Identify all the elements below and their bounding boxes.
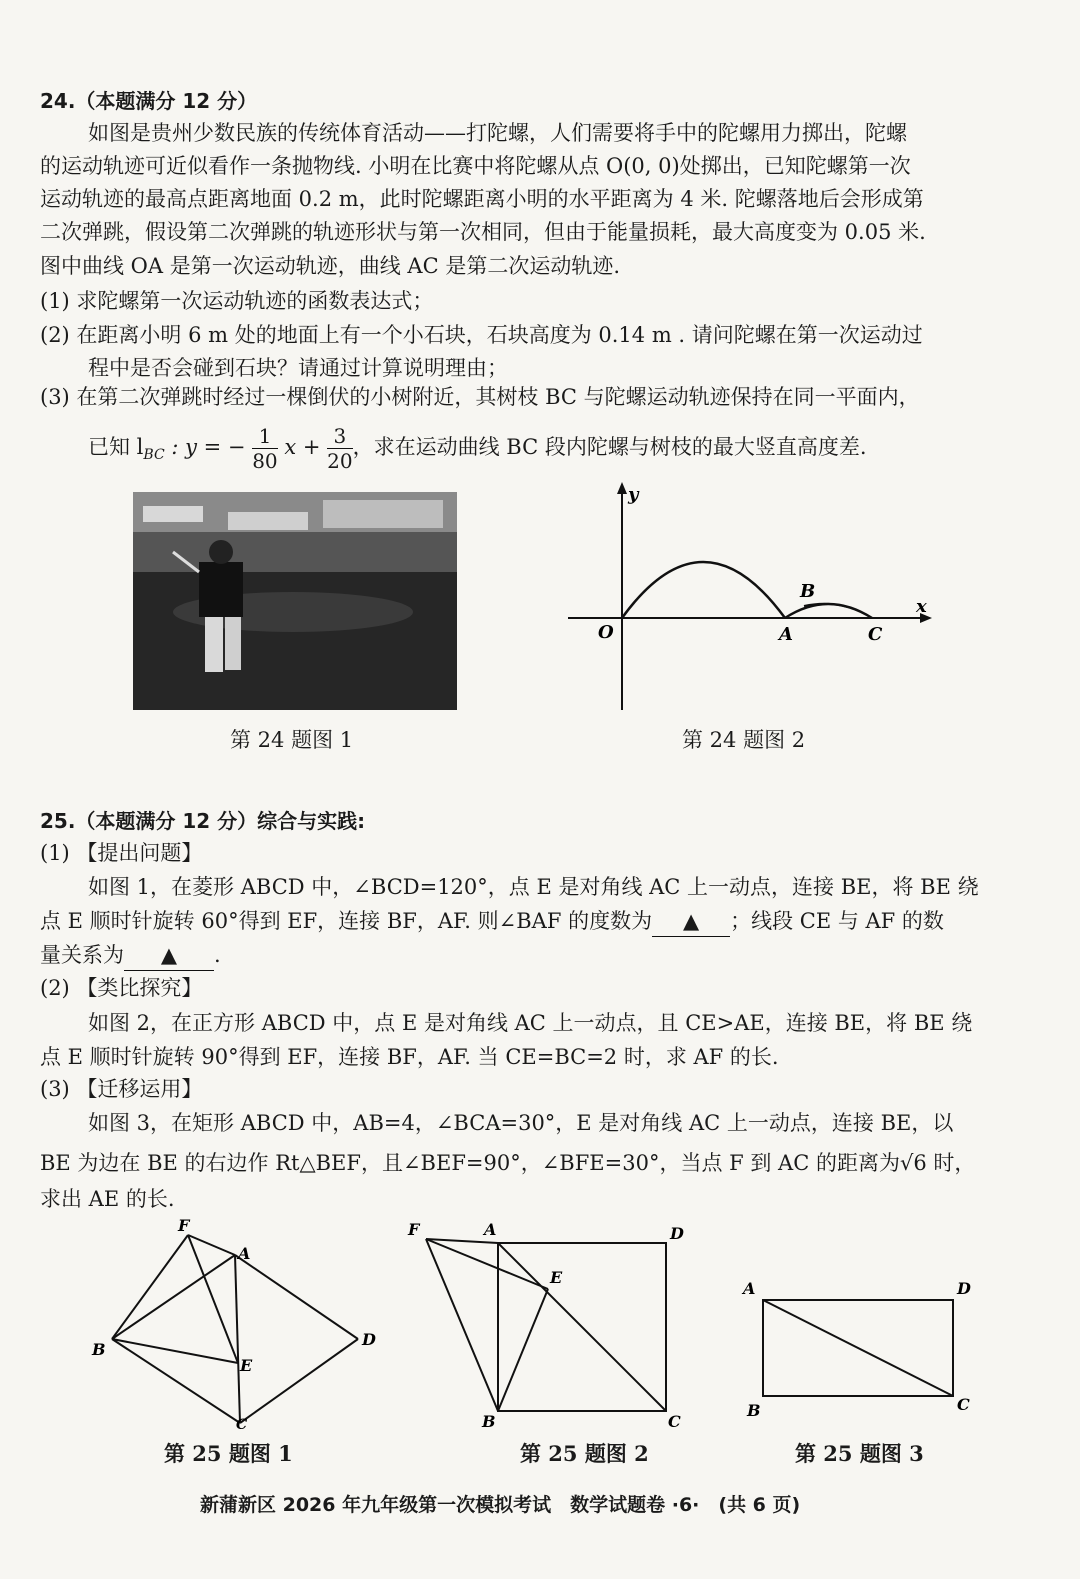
fraction-1-numerator: 1 [252,424,277,449]
q25-s1-line-3a: 量关系为 [40,943,124,967]
fraction-1 [252,424,277,473]
line-eq-mid: x + [284,435,321,459]
q25-s2-line-1: 如图 2，在正方形 ABCD 中，点 E 是对角线 AC 上一动点，且 CE>AE，连接 BE，将 BE 绕 [88,1011,973,1035]
fig1-label-B: B [92,1340,106,1359]
line-eq-subscript: BC [143,447,165,464]
q24-line-4: 二次弹跳，假设第二次弹跳的轨迹形状与第一次相同，但由于能量损耗，最大高度变为 0.05 米. [40,220,926,244]
fraction-2-denominator: 20 [327,449,353,473]
fig1-label-C: C [236,1417,248,1433]
fig2-label-A: A [484,1220,497,1239]
fig2-label-D: D [670,1224,684,1243]
label-B: B [800,581,816,602]
fig2-label-C: C [668,1412,681,1431]
fraction-2-numerator: 3 [327,424,352,449]
q24-part-1: (1) 求陀螺第一次运动轨迹的函数表达式； [40,289,434,313]
fig3-label-A: A [743,1279,756,1298]
fig1-label-E: E [240,1356,253,1375]
label-C: C [868,624,883,645]
q25-s3-title: (3) 【迁移运用】 [40,1077,203,1101]
q24-line-2: 的运动轨迹可近似看作一条抛物线. 小明在比赛中将陀螺从点 O(0, 0)处掷出，已知陀螺第一次 [40,154,911,178]
label-A: A [779,624,793,645]
label-x: x [916,596,927,617]
q25-fig3-caption: 第 25 题图 3 [795,1441,924,1466]
q25-s1-line-1: 如图 1，在菱形 ABCD 中，∠BCD=120°，点 E 是对角线 AC 上一动点，连接 BE，将 BE 绕 [88,875,979,899]
answer-blank-2: ▲ [124,940,214,971]
fig2-label-E: E [550,1268,563,1287]
q25-s3-line-2: BE 为边在 BE 的右边作 Rt△BEF，且∠BEF=90°，∠BFE=30°，当点 F 到 AC 的距离为√6 时， [40,1151,976,1175]
fig2-label-F: F [408,1220,420,1239]
fig3-label-B: B [747,1401,761,1420]
q24-part-2b: 程中是否会碰到石块？请通过计算说明理由； [88,356,508,380]
line-eq-prefix: 已知 l [88,435,144,459]
spinning-top-photo [133,492,457,710]
q24-line-5: 图中曲线 OA 是第一次运动轨迹，曲线 AC 是第二次运动轨迹. [40,254,620,278]
q24-fig2-caption: 第 24 题图 2 [682,728,806,752]
q25-fig2-caption: 第 25 题图 2 [520,1441,649,1466]
q25-s1-line-3b: . [214,943,221,967]
q25-figure-1 [80,1215,390,1435]
answer-blank-1: ▲ [652,906,730,937]
q25-s2-line-2: 点 E 顺时针旋转 90°得到 EF，连接 BF，AF. 当 CE=BC=2 时，求 AF 的长. [40,1045,779,1069]
label-y: y [628,484,639,505]
page-footer: 新蒲新区 2026 年九年级第一次模拟考试 数学试题卷 ·6· (共 6 页) [200,1494,801,1516]
q24-part-2a: (2) 在距离小明 6 m 处的地面上有一个小石块，石块高度为 0.14 m . 请问陀螺在第一次运动过 [40,323,923,347]
label-O: O [598,622,614,643]
q25-figure-2 [400,1215,690,1435]
q25-header: 25.（本题满分 12 分）综合与实践: [40,809,366,833]
line-eq-suffix: ，求在运动曲线 BC 段内陀螺与树枝的最大竖直高度差. [352,435,867,459]
q24-fig1-caption: 第 24 题图 1 [230,728,354,752]
q24-part-3b [88,418,867,484]
fig3-label-C: C [957,1395,970,1414]
fraction-1-denominator: 80 [252,449,278,473]
fig1-label-D: D [362,1330,376,1349]
fig1-label-A: A [238,1244,251,1263]
q25-s1-line-2b: ；线段 CE 与 AF 的数 [730,909,944,933]
q24-line-3: 运动轨迹的最高点距离地面 0.2 m，此时陀螺距离小明的水平距离为 4 米. 陀螺落地后会形成第 [40,187,924,211]
y-axis-arrow [617,482,627,494]
q25-s3-line-1: 如图 3，在矩形 ABCD 中，AB=4，∠BCA=30°，E 是对角线 AC 上一动点，连接 BE，以 [88,1111,954,1135]
q25-s1-line-2a: 点 E 顺时针旋转 60°得到 EF，连接 BF，AF. 则∠BAF 的度数为 [40,909,653,933]
line-eq-lhs: : y = − [164,435,246,459]
q25-figure-3 [735,1270,995,1420]
fraction-2 [327,424,352,473]
q25-s1-line-2 [40,906,944,937]
fig1-label-F: F [178,1216,190,1235]
q25-s1-line-3 [40,940,221,971]
curve-OA [622,562,785,618]
q25-s3-line-3: 求出 AE 的长. [40,1187,175,1211]
q25-s2-title: (2) 【类比探究】 [40,976,203,1000]
fig2-label-B: B [482,1412,496,1431]
fig3-label-D: D [957,1279,971,1298]
q25-s1-title: (1) 【提出问题】 [40,841,203,865]
q24-line-1: 如图是贵州少数民族的传统体育活动——打陀螺，人们需要将手中的陀螺用力掷出，陀螺 [88,121,907,145]
q24-header: 24.（本题满分 12 分） [40,89,258,113]
q25-fig1-caption: 第 25 题图 1 [164,1441,293,1466]
q24-part-3a: (3) 在第二次弹跳时经过一棵倒伏的小树附近，其树枝 BC 与陀螺运动轨迹保持在同一平面内， [40,385,920,409]
parabola-graph [560,480,940,715]
